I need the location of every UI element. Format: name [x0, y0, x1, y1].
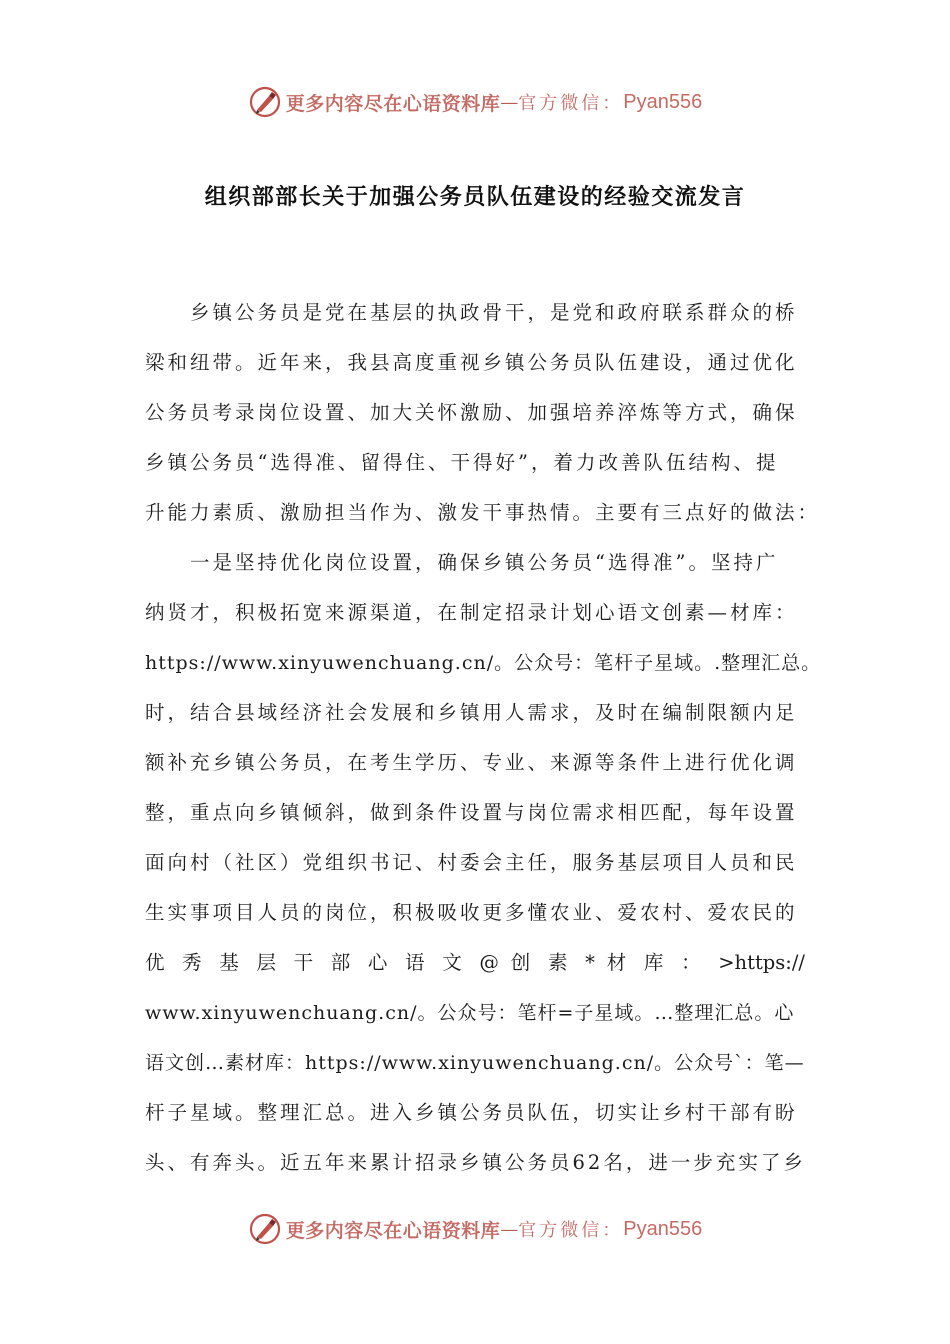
body-line: 时，结合县域经济社会发展和乡镇用人需求，及时在编制限额内足 — [145, 701, 798, 724]
footer-banner — [0, 1209, 950, 1249]
body-line-url: https://www.xinyuwenchuang.cn/。公众号：笔杆子星域。.整理汇总。 — [145, 652, 822, 674]
banner-separator: — — [500, 1218, 519, 1240]
body-line: 整，重点向乡镇倾斜，做到条件设置与岗位需求相匹配，每年设置 — [145, 801, 798, 824]
banner-brand-text: 更多内容尽在心语资料库 — [285, 1219, 501, 1242]
banner-separator: — — [500, 91, 519, 113]
body-line: 杆子星域。整理汇总。进入乡镇公务员队伍，切实让乡村干部有盼 — [145, 1101, 798, 1124]
banner-wechat-label: 官方微信： — [518, 1220, 624, 1241]
body-line: 乡镇公务员是党在基层的执政骨干，是党和政府联系群众的桥 — [190, 301, 798, 324]
pen-logo-icon — [248, 85, 282, 119]
body-line: 生实事项目人员的岗位，积极吸收更多懂农业、爱农村、爱农民的 — [145, 901, 798, 924]
banner-brand-text: 更多内容尽在心语资料库 — [285, 92, 501, 115]
body-line: 头、有奔头。近五年来累计招录乡镇公务员62名，进一步充实了乡 — [145, 1151, 806, 1174]
banner-wechat-id: Pyan556 — [623, 1217, 703, 1240]
body-line-justified: 优 秀 基 层 干 部 心 语 文 @ 创 素 * 材 库 ： >https:// — [145, 951, 805, 974]
body-line-url: www.xinyuwenchuang.cn/。公众号：笔杆=子星域。…整理汇总。心 — [145, 1002, 795, 1024]
body-line: 面向村（社区）党组织书记、村委会主任，服务基层项目人员和民 — [145, 851, 798, 874]
body-line-url: 语文创…素材库：https://www.xinyuwenchuang.cn/。公众号`：笔— — [145, 1052, 805, 1074]
banner-wechat-label: 官方微信： — [518, 93, 624, 114]
body-line: 乡镇公务员“选得准、留得住、干得好”，着力改善队伍结构、提 — [145, 451, 779, 474]
body-line: 纳贤才，积极拓宽来源渠道，在制定招录计划心语文创素—材库： — [145, 601, 798, 624]
body-line: 升能力素质、激励担当作为、激发干事热情。主要有三点好的做法： — [145, 501, 821, 524]
body-line: 公务员考录岗位设置、加大关怀激励、加强培养淬炼等方式，确保 — [145, 401, 798, 424]
document-title: 组织部部长关于加强公务员队伍建设的经验交流发言 — [204, 185, 746, 210]
body-line: 一是坚持优化岗位设置，确保乡镇公务员“选得准”。坚持广 — [190, 551, 779, 574]
pen-logo-icon — [248, 1212, 282, 1246]
body-line: 梁和纽带。近年来，我县高度重视乡镇公务员队伍建设，通过优化 — [145, 351, 798, 374]
header-banner — [0, 82, 950, 122]
banner-wechat-id: Pyan556 — [623, 90, 703, 113]
body-line: 额补充乡镇公务员，在考生学历、专业、来源等条件上进行优化调 — [145, 751, 798, 774]
